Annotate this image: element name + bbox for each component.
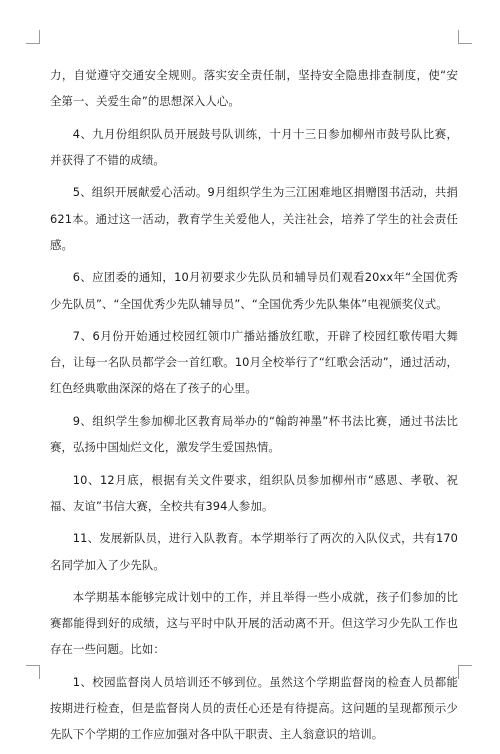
paragraph-award-ceremony: 6、应团委的通知，10月初要求少先队员和辅导员们观看20xx年“全国优秀少先队员”、“全国优秀少先队辅导员”、“全国优秀少先队集体”电视颁奖仪式。 <box>50 270 458 311</box>
paragraph-charity-books: 5、组织开展献爱心活动。9月组织学生为三江困难地区捐赠图书活动，共捐621本。通过这一活动，教育学生关爱他人，关注社会，培养了学生的社会责任感。 <box>50 185 458 252</box>
paragraph-drum-team: 4、九月份组织队员开展鼓号队训练，十月十三日参加柳州市鼓号队比赛，并获得了不错的成绩。 <box>50 126 458 167</box>
page-corner-mark-top-left <box>26 30 40 44</box>
paragraph-new-members: 11、发展新队员，进行入队教育。本学期举行了两次的入队仪式，共有170名同学加入了少先队。 <box>50 531 458 572</box>
page-corner-mark-top-right <box>458 30 472 44</box>
paragraph-problem-1: 1、校园监督岗人员培训还不够到位。虽然这个学期监督岗的检查人员都能按期进行检查，但是监督岗人员的责任心还是有待提高。这问题的呈现都预示少先队下个学期的工作应加强对各中队干职责、主人翁意识的培训。 <box>50 674 458 742</box>
document-body <box>50 62 458 754</box>
paragraph-summary: 本学期基本能够完成计划中的工作，并且举得一些小成就，孩子们参加的比赛都能得到好的成绩，这与平时中队开展的活动离不开。但这学习少先队工作也存在一些问题。比如： <box>50 590 458 657</box>
paragraph-letter-contest: 10、12月底，根据有关文件要求，组织队员参加柳州市“感恩、孝敬、祝福、友谊”书信大赛，全校共有394人参加。 <box>50 472 458 513</box>
paragraph-safety-continued: 力，自觉遵守交通安全规则。落实安全责任制，坚持安全隐患排查制度，使“安全第一、关爱生命”的思想深入人心。 <box>50 68 458 109</box>
page-corner-mark-bottom-left <box>26 665 40 679</box>
paragraph-red-songs: 7、6月份开始通过校园红领巾广播站播放红歌，开辟了校园红歌传唱大舞台，让每一名队员都学会一首红歌。10月全校举行了“红歌会活动”，通过活动，红色经典歌曲深深的烙在了孩子的心里。 <box>50 329 458 396</box>
page-corner-mark-bottom-right <box>458 665 472 679</box>
paragraph-calligraphy: 9、组织学生参加柳北区教育局举办的“翰韵神墨”杯书法比赛，通过书法比赛，弘扬中国灿烂文化，激发学生爱国热情。 <box>50 413 458 455</box>
